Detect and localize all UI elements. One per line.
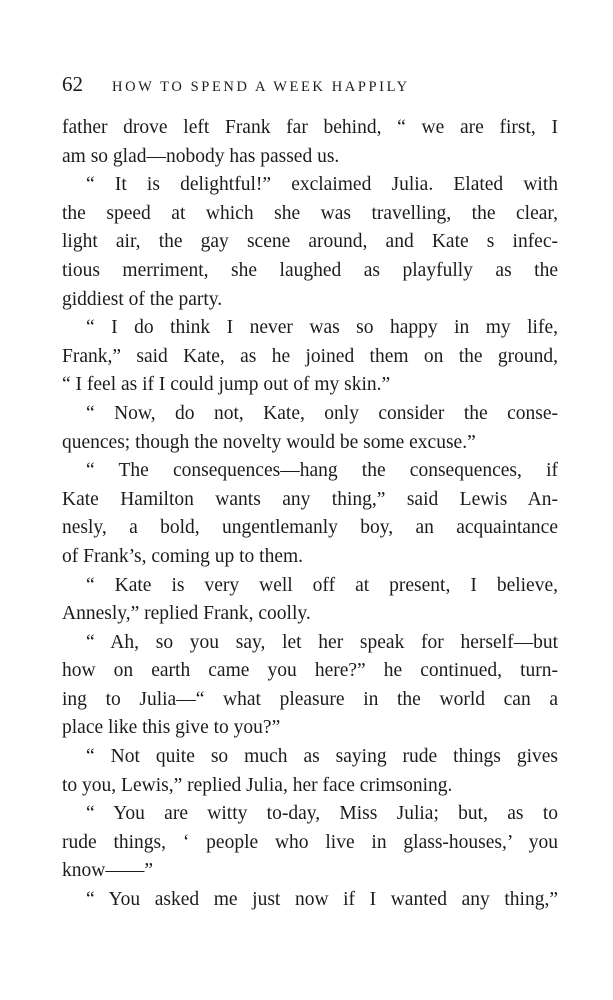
text-line: “ I do think I never was so happy in my life,	[86, 317, 558, 339]
text-line: light air, the gay scene around, and Kate s infec-	[62, 231, 558, 253]
text-line: ing to Julia—“ what pleasure in the world can a	[62, 688, 558, 710]
text-line: “ Not quite so much as saying rude things gives	[86, 746, 558, 768]
page-number: 62	[62, 72, 83, 96]
text-line: “ The consequences—hang the consequences, if	[86, 460, 558, 482]
text-line: giddiest of the party.	[62, 288, 223, 310]
text-line: nesly, a bold, ungentlemanly boy, an acquaintance	[62, 517, 558, 539]
body-text	[62, 114, 558, 915]
text-line: “ Kate is very well off at present, I believe,	[86, 574, 558, 596]
text-line: am so glad—nobody has passed us.	[62, 145, 340, 167]
text-line: tious merriment, she laughed as playfully as the	[62, 259, 558, 281]
text-line: “ I feel as if I could jump out of my skin.”	[62, 374, 391, 396]
running-title: HOW TO SPEND A WEEK HAPPILY	[112, 79, 410, 95]
text-line: rude things, ‘ people who live in glass-houses,’ you	[62, 831, 558, 853]
text-line: father drove left Frank far behind, “ we are first, I	[62, 117, 558, 138]
text-line: “ Ah, so you say, let her speak for herself—but	[86, 631, 558, 653]
text-line: Frank,” said Kate, as he joined them on the ground,	[62, 345, 558, 367]
text-line: Kate Hamilton wants any thing,” said Lewis An-	[62, 488, 558, 510]
text-line: “ Now, do not, Kate, only consider the conse-	[86, 402, 558, 424]
text-line: “ You asked me just now if I wanted any thing,”	[86, 889, 558, 911]
text-line: Annesly,” replied Frank, coolly.	[62, 603, 311, 625]
text-line: of Frank’s, coming up to them.	[62, 545, 304, 567]
text-line: to you, Lewis,” replied Julia, her face crimsoning.	[62, 774, 453, 796]
text-line: how on earth came you here?” he continued, turn-	[62, 660, 558, 682]
text-line: know——”	[62, 860, 153, 882]
text-line: “ It is delightful!” exclaimed Julia. Elated with	[86, 174, 558, 196]
running-head	[62, 72, 522, 98]
text-line: “ You are witty to-day, Miss Julia; but, as to	[86, 803, 558, 825]
text-line: the speed at which she was travelling, the clear,	[62, 202, 558, 224]
text-line: quences; though the novelty would be some excuse.”	[62, 431, 476, 453]
text-line: place like this give to you?”	[62, 717, 281, 739]
